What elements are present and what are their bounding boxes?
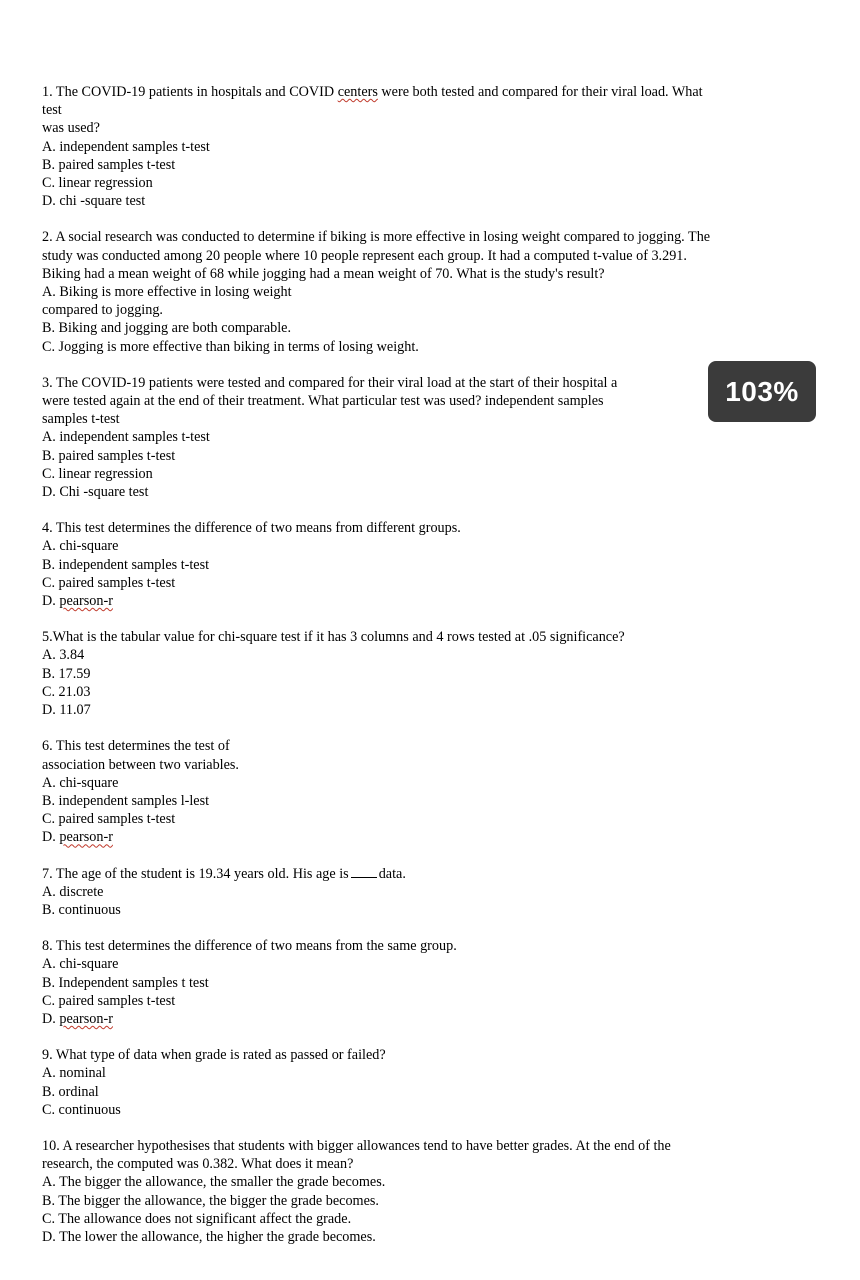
answer-option: C. Jogging is more effective than biking in terms of losing weight.	[42, 338, 419, 355]
answer-option: C. paired samples t-test	[42, 992, 176, 1009]
answer-option: A. Biking is more effective in losing weight	[42, 284, 292, 301]
answer-option: D. pearson-r	[42, 829, 113, 846]
answer-option: B. paired samples t-test	[42, 447, 176, 464]
question-stem-line: test	[42, 102, 62, 119]
answer-option: B. 17.59	[42, 665, 91, 682]
question-stem-line: research, the computed was 0.382. What does it mean?	[42, 1156, 354, 1173]
answer-option: D. pearson-r	[42, 593, 113, 610]
answer-option: B. ordinal	[42, 1083, 99, 1100]
zoom-level-indicator: 103%	[708, 361, 816, 422]
answer-option: A. chi-square	[42, 774, 119, 791]
question-stem-line: 8. This test determines the difference of two means from the same group.	[42, 938, 457, 955]
answer-option: B. continuous	[42, 901, 121, 918]
question-stem-line: 10. A researcher hypothesises that students with bigger allowances tend to have better grades. At the end of the	[42, 1137, 671, 1154]
answer-option: D. The lower the allowance, the higher the grade becomes.	[42, 1228, 376, 1245]
answer-option: B. Biking and jogging are both comparable.	[42, 320, 292, 337]
question-10	[42, 1137, 822, 1246]
answer-option: compared to jogging.	[42, 302, 163, 319]
answer-option: A. independent samples t-test	[42, 138, 210, 155]
answer-option: A. chi-square	[42, 538, 119, 555]
answer-option: A. 3.84	[42, 647, 85, 664]
answer-option: B. The bigger the allowance, the bigger the grade becomes.	[42, 1192, 379, 1209]
question-stem-line: 9. What type of data when grade is rated as passed or failed?	[42, 1047, 386, 1064]
question-stem-line: 7. The age of the student is 19.34 years old. His age is data.	[42, 865, 406, 882]
question-stem-line: association between two variables.	[42, 756, 239, 773]
question-stem-line: study was conducted among 20 people where 10 people represent each group. It had a computed t-value of 3.291.	[42, 247, 687, 264]
answer-option: B. independent samples l-lest	[42, 792, 210, 809]
question-stem-line: samples t-test	[42, 411, 120, 428]
question-3	[42, 374, 822, 501]
question-9	[42, 1046, 822, 1119]
question-7	[42, 865, 822, 920]
question-stem-line: 3. The COVID-19 patients were tested and compared for their viral load at the start of their hospital a	[42, 374, 618, 391]
question-6	[42, 737, 822, 846]
question-1	[42, 83, 822, 210]
answer-option: A. nominal	[42, 1065, 106, 1082]
document-page	[42, 83, 822, 1264]
answer-option: C. paired samples t-test	[42, 811, 176, 828]
question-2	[42, 228, 822, 355]
answer-option: C. linear regression	[42, 175, 153, 192]
question-4	[42, 519, 822, 610]
answer-option: D. 11.07	[42, 702, 91, 719]
question-stem-line: Biking had a mean weight of 68 while jogging had a mean weight of 70. What is the study's result?	[42, 265, 605, 282]
question-5	[42, 628, 822, 719]
answer-option: C. linear regression	[42, 465, 153, 482]
question-stem-line: were tested again at the end of their treatment. What particular test was used? independent samples	[42, 393, 604, 410]
question-stem-line: 4. This test determines the difference of two means from different groups.	[42, 520, 461, 537]
answer-option: A. chi-square	[42, 956, 119, 973]
answer-option: B. Independent samples t test	[42, 974, 209, 991]
answer-option: D. Chi -square test	[42, 484, 149, 501]
question-8	[42, 937, 822, 1028]
answer-option: D. pearson-r	[42, 1010, 113, 1027]
answer-option: D. chi -square test	[42, 193, 146, 210]
answer-option: A. The bigger the allowance, the smaller the grade becomes.	[42, 1174, 386, 1191]
answer-option: B. independent samples t-test	[42, 556, 210, 573]
question-stem-line: 1. The COVID-19 patients in hospitals and COVID centers were both tested and compared for their viral load. What	[42, 84, 703, 100]
answer-option: C. 21.03	[42, 683, 91, 700]
answer-option: A. discrete	[42, 883, 104, 900]
answer-blank	[351, 877, 377, 878]
answer-option: C. paired samples t-test	[42, 574, 176, 591]
answer-option: B. paired samples t-test	[42, 156, 176, 173]
answer-option: C. continuous	[42, 1101, 121, 1118]
answer-option: C. The allowance does not significant affect the grade.	[42, 1210, 352, 1227]
question-stem-line: 5.What is the tabular value for chi-square test if it has 3 columns and 4 rows tested at .05 significance?	[42, 629, 625, 646]
question-stem-line: was used?	[42, 120, 100, 137]
question-stem-line: 6. This test determines the test of	[42, 738, 230, 755]
question-stem-line: 2. A social research was conducted to determine if biking is more effective in losing weight compared to jogging. The	[42, 229, 711, 246]
answer-option: A. independent samples t-test	[42, 429, 210, 446]
